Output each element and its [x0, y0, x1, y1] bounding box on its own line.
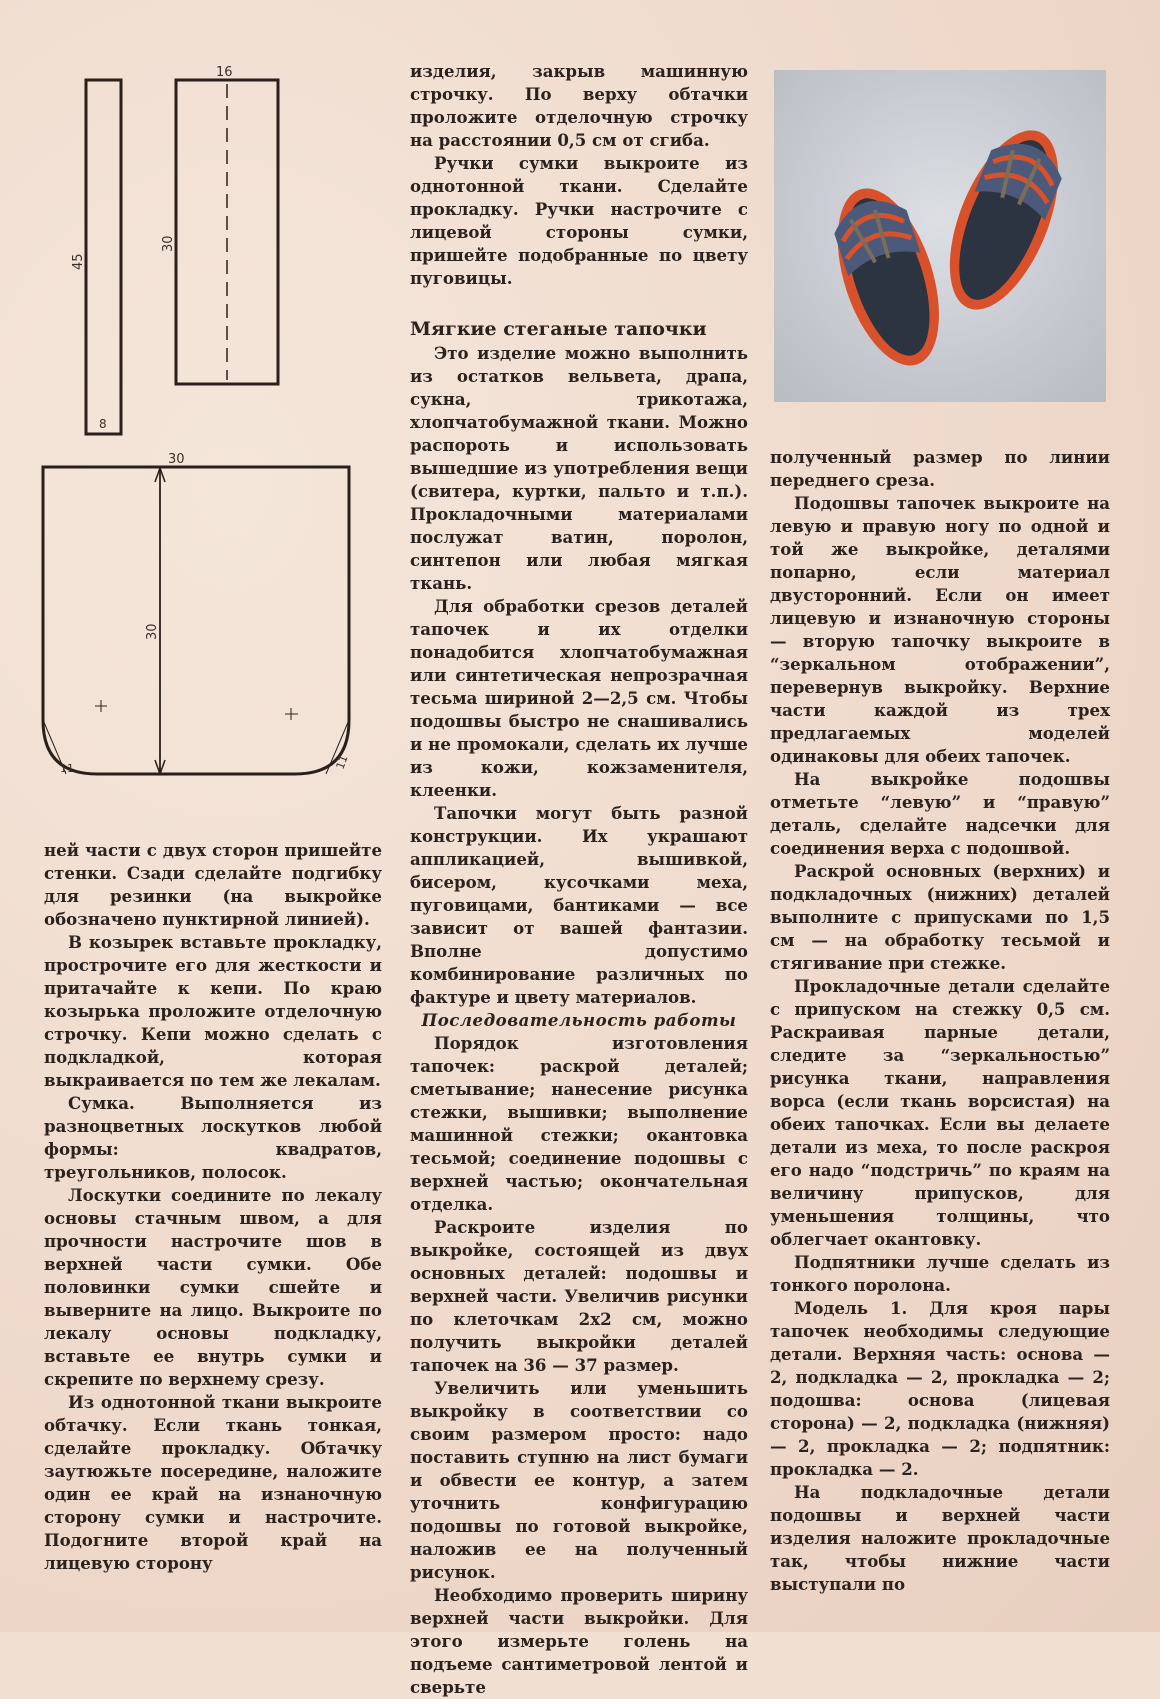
- paragraph: Лоскутки соедините по лекалу основы стачным швом, а для прочности настрочите шов в верхней части сумки. Обе половинки сумки сшейте и выверните на лицо. Выкроите по лекалу основы подкладку, вставьте ее внутрь сумки и скрепите по верхнему срезу.: [44, 1185, 382, 1389]
- paragraph: Из однотонной ткани выкроите обтачку. Если ткань тонкая, сделайте прокладку. Обтачку заутюжьте посередине, наложите один ее край на изнаночную сторону сумки и настрочите. Подогните второй край на лицевую сторону: [44, 1392, 382, 1573]
- text-column-1: [44, 839, 382, 1575]
- paragraph: изделия, закрыв машинную строчку. По верху обтачки проложите отделочную строчку на расстоянии 0,5 см от сгиба.: [410, 61, 748, 150]
- subsection-heading: Последовательность работы: [421, 1010, 737, 1030]
- paragraph: Прокладочные детали сделайте с припуском на стежку 0,5 см. Раскраивая парные детали, следите за “зеркальностью” рисунка ткани, направления ворса (если ткань ворсистая) на обеих тапочках. Если вы делаете детали из меха, то после раскроя его надо “подстричь” по краям на величину припусков, для уменьшения толщины, что облегчает окантовку.: [770, 976, 1110, 1249]
- paragraph: Раскроите изделия по выкройке, состоящей из двух основных деталей: подошвы и верхней части. Увеличив рисунки по клеточкам 2х2 см, можно получить выкройки деталей тапочек на 36 — 37 размер.: [410, 1217, 748, 1375]
- bag-pattern: [43, 467, 349, 774]
- paragraph: На подкладочные детали подошвы и верхней части изделия наложите прокладочные так, чтобы нижние части выступали по: [770, 1482, 1110, 1594]
- paragraph: ней части с двух сторон пришейте стенки. Сзади сделайте подгибку для резинки (на выкройке обозначено пунктирной линией).: [44, 840, 382, 929]
- bag-height-label: 30: [145, 623, 160, 640]
- bag-lead-word: Сумка.: [68, 1093, 135, 1113]
- section-heading: Мягкие стеганые тапочки: [410, 318, 707, 340]
- paragraph: Подошвы тапочек выкроите на левую и правую ногу по одной и той же выкройке, деталями попарно, если материал двусторонний. Если он имеет лицевую и изнаночную стороны — вторую тапочку выкроите в “зеркальном отображении”, перевернув выкройку. Верхние части каждой из трех предлагаемых моделей одинаковы для обеих тапочек.: [770, 493, 1110, 766]
- bag-corner-right-label: 11: [333, 753, 351, 772]
- paragraph: Для обработки срезов деталей тапочек и их отделки понадобится хлопчатобумажная или синтетическая непрозрачная тесьма шириной 2—2,5 см. Чтобы подошвы быстро не снашивались и не промокали, сделать их лучше из кожи, кожзаменителя, клеенки.: [410, 596, 748, 800]
- pattern-drawings: [0, 0, 400, 800]
- strap-width-label: 8: [99, 417, 107, 431]
- band-height-label: 30: [161, 235, 176, 252]
- paragraph: Модель 1. Для кроя пары тапочек необходимы следующие детали. Верхняя часть: основа — 2, подкладка — 2, прокладка — 2; подошва: основа (лицевая сторона) — 2, подкладка (нижняя) — 2, прокладка — 2; подпятник: прокладка — 2.: [770, 1298, 1110, 1479]
- paragraph: Тапочки могут быть разной конструкции. Их украшают аппликацией, вышивкой, бисером, кусочками меха, пуговицами, бантиками — все зависит от вашей фантазии. Вполне допустимо комбинирование различных по фактуре и цвету материалов.: [410, 803, 748, 1007]
- paragraph: полученный размер по линии переднего среза.: [770, 447, 1110, 490]
- bag-corner-left-label: 11: [60, 762, 74, 775]
- paragraph: На выкройке подошвы отметьте “левую” и “правую” деталь, сделайте надсечки для соединения верха с подошвой.: [770, 769, 1110, 858]
- slippers-photo: [774, 70, 1106, 402]
- paragraph: В козырек вставьте прокладку, прострочите его для жесткости и притачайте к кепи. По краю козырька проложите отделочную строчку. Кепи можно сделать с подкладкой, которая выкраивается по тем же лекалам.: [44, 932, 382, 1090]
- band-pattern: [176, 80, 278, 384]
- band-width-label: 16: [216, 65, 233, 80]
- paragraph: Это изделие можно выполнить из остатков вельвета, драпа, сукна, трикотажа, хлопчатобумажной ткани. Можно распороть и использовать вышедшие из употребления вещи (свитера, куртки, пальто и т.п.). Прокладочными материалами послужат ватин, поролон, синтепон или любая мягкая ткань.: [410, 343, 748, 593]
- strap-height-label: 45: [71, 253, 86, 270]
- paragraph: Порядок изготовления тапочек: раскрой деталей; сметывание; нанесение рисунка стежки, вышивки; выполнение машинной стежки; окантовка тесьмой; соединение подошвы с верхней частью; окончательная отделка.: [410, 1033, 748, 1214]
- paragraph: Увеличить или уменьшить выкройку в соответствии со своим размером просто: надо поставить ступню на лист бумаги и обвести ее контур, а затем уточнить конфигурацию подошвы по готовой выкройке, наложив ее на полученный рисунок.: [410, 1378, 748, 1582]
- text-column-2: [410, 60, 748, 1699]
- paragraph: Ручки сумки выкроите из однотонной ткани. Сделайте прокладку. Ручки настрочите с лицевой стороны сумки, пришейте подобранные по цвету пуговицы.: [410, 153, 748, 288]
- paragraph: Необходимо проверить ширину верхней части выкройки. Для этого измерьте голень на подъеме сантиметровой лентой и сверьте: [410, 1585, 748, 1697]
- paragraph: [44, 1092, 382, 1184]
- text-column-3: [770, 446, 1110, 1596]
- paragraph: Подпятники лучше сделать из тонкого поролона.: [770, 1252, 1110, 1295]
- strap-pattern: [86, 80, 121, 434]
- paragraph: Раскрой основных (верхних) и подкладочных (нижних) деталей выполните с припусками по 1,5 см — на обработку тесьмой и стягивание при стежке.: [770, 861, 1110, 973]
- bag-width-label: 30: [168, 452, 185, 467]
- bag-paragraph-rest: Выполняется из разноцветных лоскутков любой формы: квадратов, треугольников, полосок.: [44, 1093, 382, 1182]
